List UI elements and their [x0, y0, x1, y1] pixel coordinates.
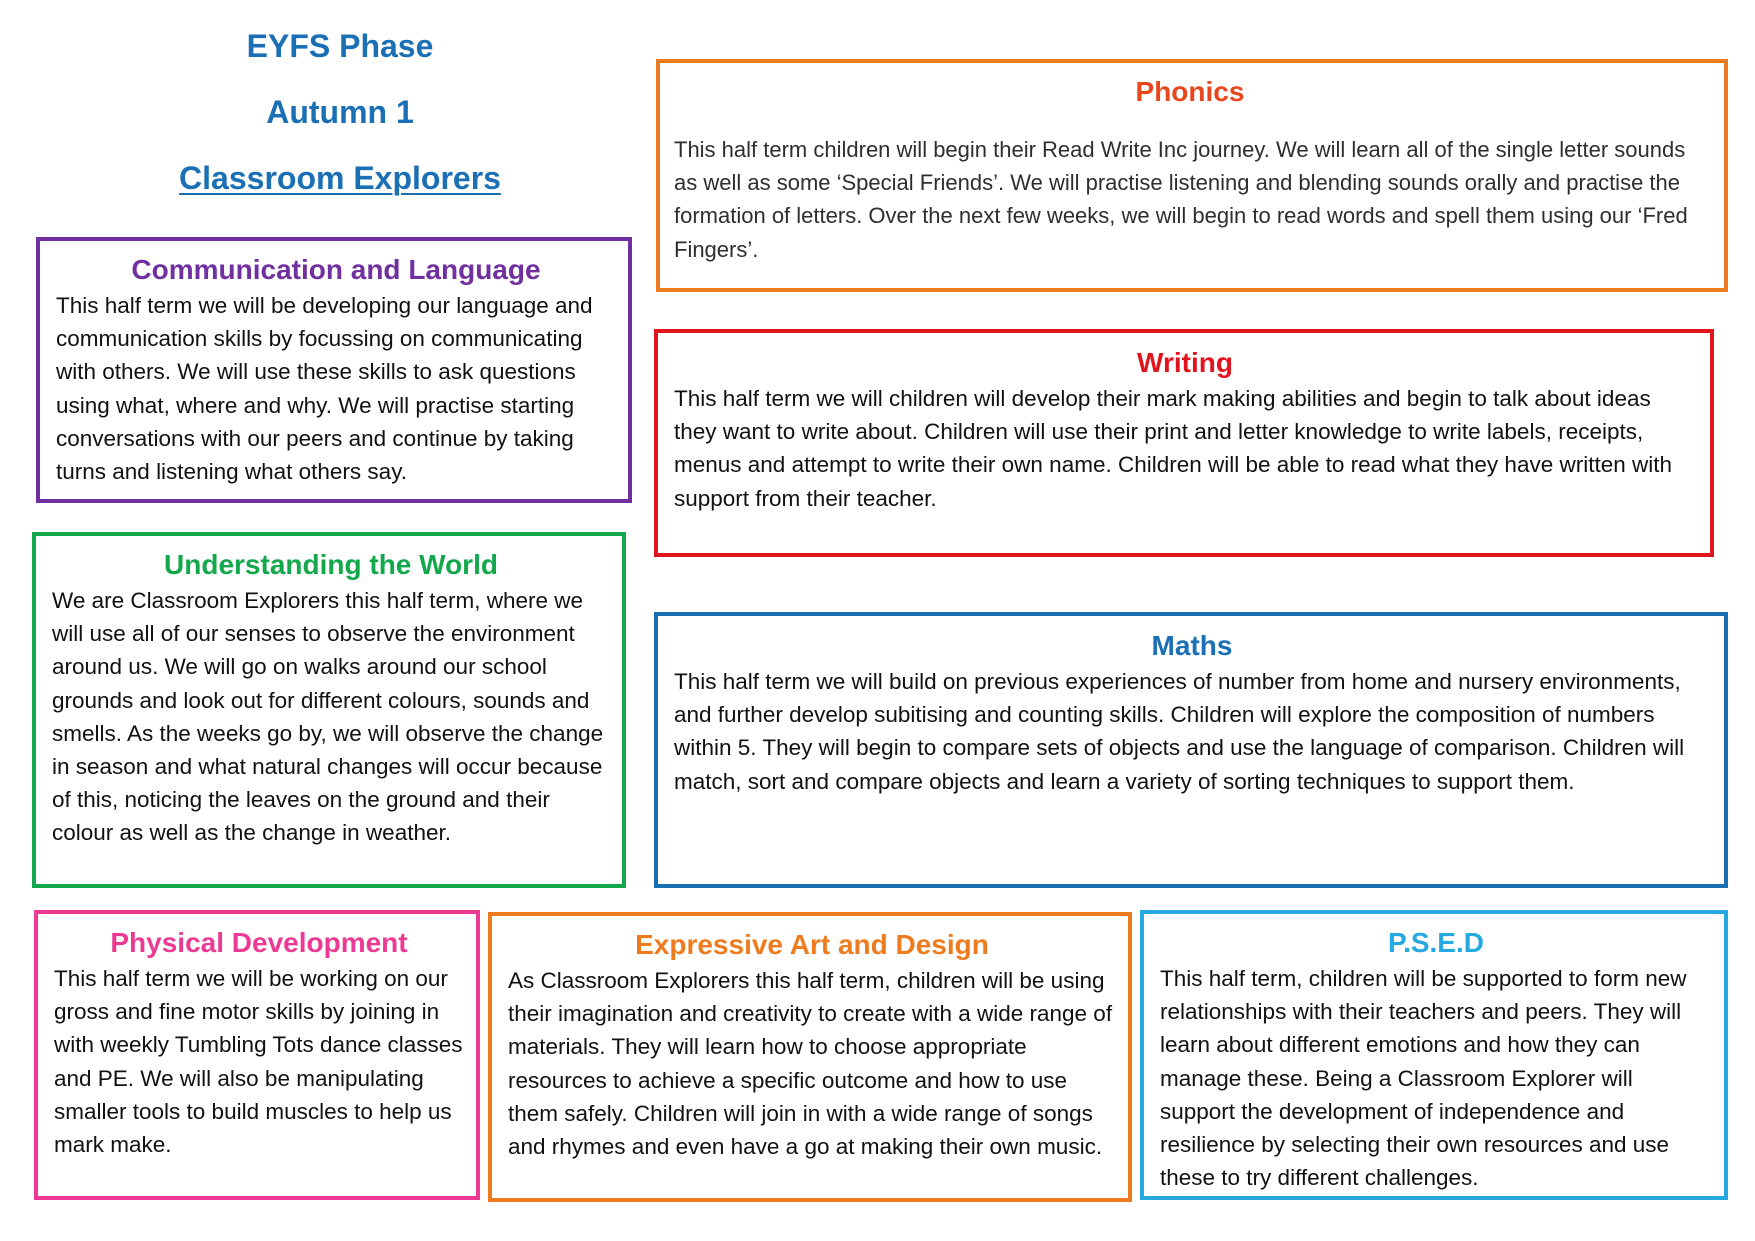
writing-box [654, 329, 1714, 557]
phonics-title: Phonics [1135, 76, 1245, 107]
writing-title: Writing [1137, 347, 1233, 378]
header-phase: EYFS Phase [246, 28, 434, 64]
phonics-text: This half term children will begin their Read Write Inc journey. We will learn all of the single letter sounds as well as some ‘Special Friends’. We will practise listening and blending sounds orally and practise the formation of letters. Over the next few weeks, we will begin to read words and spell them using our ‘Fred Fingers’. [674, 137, 1688, 262]
psed-text: This half term, children will be supported to form new relationships with their teachers and peers. They will learn about different emotions and how they can manage these. Being a Classroom Explorer will support the development of independence and resilience by selecting their own resources and use these to try different challenges. [1160, 966, 1687, 1191]
maths-box [654, 612, 1728, 888]
header-topic: Classroom Explorers [179, 160, 501, 196]
maths-text: This half term we will build on previous experiences of number from home and nursery environments, and further develop subitising and counting skills. Children will explore the composition of numbers within 5. They will begin to compare sets of objects and use the language of comparison. Children will match, sort and compare objects and learn a variety of sorting techniques to support them. [674, 669, 1685, 794]
expressive-title: Expressive Art and Design [635, 929, 989, 960]
expressive-box [488, 912, 1132, 1202]
understanding-box [32, 532, 626, 888]
header-term: Autumn 1 [266, 94, 414, 130]
communication-title: Communication and Language [131, 254, 541, 285]
communication-text: This half term we will be developing our language and communication skills by focussing on communicating with others. We will use these skills to ask questions using what, where and why. We will practise starting conversations with our peers and continue by taking turns and listening what others say. [56, 293, 593, 485]
phonics-box [656, 59, 1728, 292]
expressive-text: As Classroom Explorers this half term, children will be using their imagination and creativity to create with a wide range of materials. They will learn how to choose appropriate resources to achieve a specific outcome and how to use them safely. Children will join in with a wide range of songs and rhymes and even have a go at making their own music. [508, 968, 1113, 1160]
psed-title: P.S.E.D [1388, 927, 1484, 958]
psed-box [1140, 910, 1728, 1200]
maths-title: Maths [1151, 630, 1233, 661]
physical-box [34, 910, 480, 1200]
understanding-title: Understanding the World [164, 549, 498, 580]
writing-text: This half term we will children will develop their mark making abilities and begin to talk about ideas they want to write about. Children will use their print and letter knowledge to write labels, receipts, menus and attempt to write their own name. Children will be able to read what they have written with support from their teacher. [674, 386, 1673, 511]
physical-title: Physical Development [110, 927, 408, 958]
understanding-text: We are Classroom Explorers this half term, where we will use all of our senses to observe the environment around us. We will go on walks around our school grounds and look out for different colours, sounds and smells. As the weeks go by, we will observe the change in season and what natural changes will occur because of this, noticing the leaves on the ground and their colour as well as the change in weather. [52, 588, 604, 846]
physical-text: This half term we will be working on our gross and fine motor skills by joining in with weekly Tumbling Tots dance classes and PE. We will also be manipulating smaller tools to build muscles to help us mark make. [54, 966, 463, 1158]
communication-box [36, 237, 632, 503]
